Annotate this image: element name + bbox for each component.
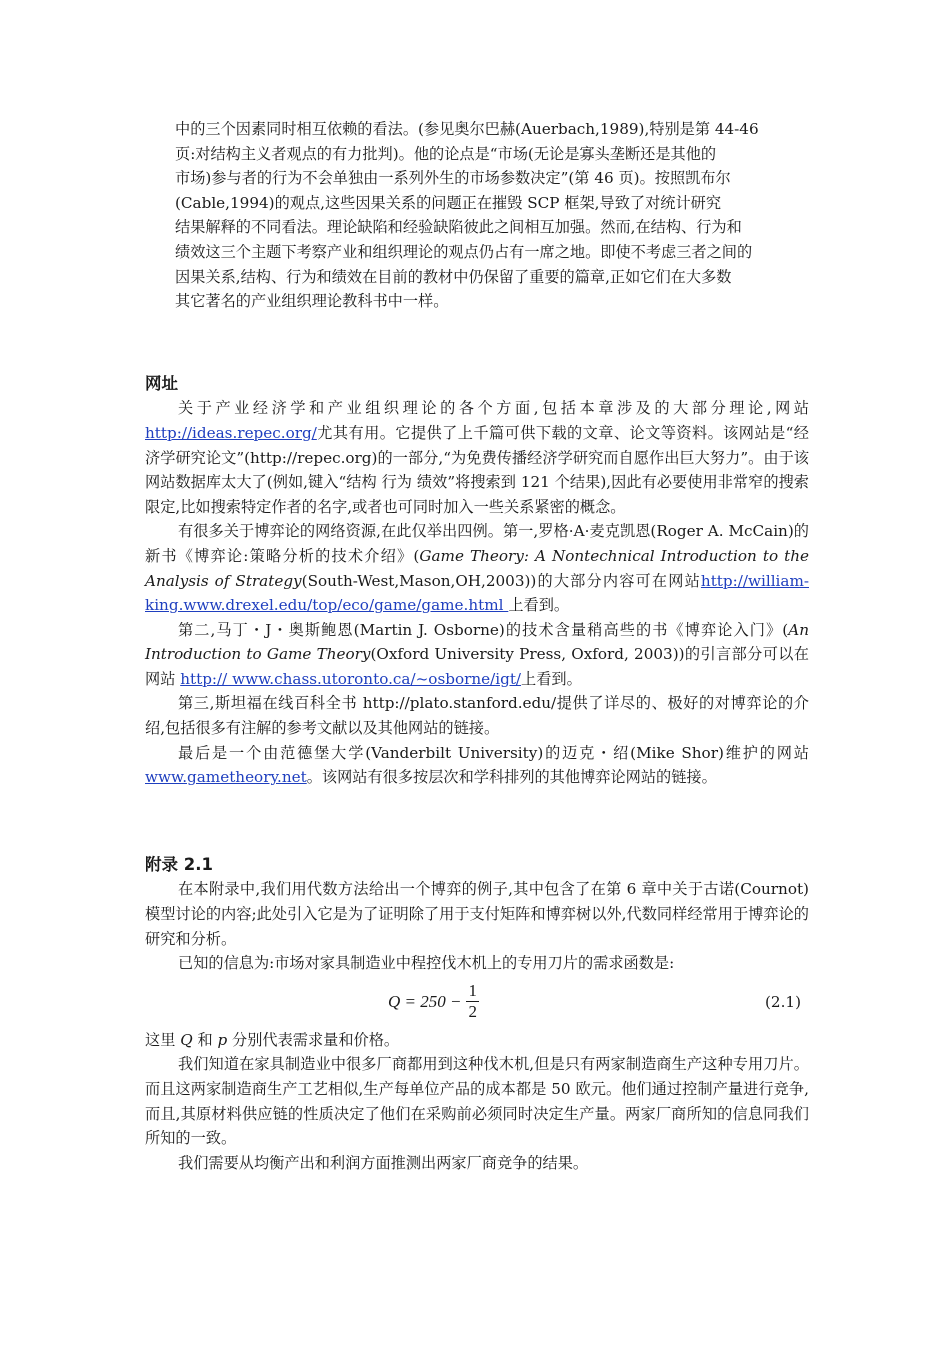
text: 尤其有用。它提供了上千篇可供下载的文章、论文等资料。该网站是“经济学研究论文”(http://repec.org)的一部分,“为免费传播经济学研究而自愿作出巨大努力”。由于该网站数据库太大了(例如,键入“结构 行为 绩效”将搜索到 121 个结果),因此有必要使用非常窄的搜索限定,比如搜索特定作者的名字,或者也可同时加入一些关系紧密的概念。 xyxy=(145,423,809,516)
intro-paragraph xyxy=(145,117,809,314)
appendix-paragraph-3 xyxy=(145,1028,809,1053)
book-title: An Introduction to Game Theory xyxy=(145,620,809,664)
websites-paragraph-4: 第三,斯坦福在线百科全书 http://plato.stanford.edu/提供了详尽的、极好的对博弈论的介绍,包括很多有注解的参考文献以及其他网站的链接。 xyxy=(145,694,809,738)
intro-line: 绩效这三个主题下考察产业和组织理论的观点仍占有一席之地。即使不考虑三者之间的 xyxy=(175,242,753,261)
intro-line: 其它著名的产业组织理论教科书中一样。 xyxy=(175,292,449,311)
book-title: Game Theory: A Nontechnical Introduction to the Analysis of Strategy xyxy=(145,546,809,590)
osborne-link[interactable]: http:// www.chass.utoronto.ca/~osborne/igt/ xyxy=(180,669,522,688)
intro-line: 中的三个因素同时相互依赖的看法。(参见奥尔巴赫(Auerbach,1989),特别是第 44-46 xyxy=(175,120,759,138)
intro-line: 因果关系,结构、行为和绩效在目前的教材中仍保留了重要的篇章,正如它们在大多数 xyxy=(175,267,732,286)
appendix-paragraph-5: 我们需要从均衡产出和利润方面推测出两家厂商竞争的结果。 xyxy=(178,1153,589,1172)
gametheory-link[interactable]: www.gametheory.net xyxy=(145,768,307,787)
websites-paragraph-5 xyxy=(145,741,809,790)
intro-line: (Cable,1994)的观点,这些因果关系的问题正在摧毁 SCP 框架,导致了对统计研究 xyxy=(175,193,722,212)
fraction xyxy=(466,981,479,1022)
fraction-denominator: 2 xyxy=(468,1002,477,1022)
equation-number: (2.1) xyxy=(764,992,801,1011)
text: 关于产业经济学和产业组织理论的各个方面,包括本章涉及的大部分理论,网站 xyxy=(178,399,809,418)
text: 最后是一个由范德堡大学(Vanderbilt University)的迈克・绍(Mike Shor)维护的网站 xyxy=(178,743,809,762)
appendix-paragraph-2: 已知的信息为:市场对家具制造业中程控伐木机上的专用刀片的需求函数是: xyxy=(178,954,675,973)
text: 有很多关于博弈论的网络资源,在此仅举出四例。第一,罗格·A·麦克凯恩(Roger A. McCain)的新书《博弈论:策略分析的技术介绍》( xyxy=(145,522,809,565)
text: 分别代表需求量和价格。 xyxy=(227,1030,400,1049)
var-p: p xyxy=(217,1030,228,1049)
websites-paragraph-3 xyxy=(145,618,809,692)
text: (Oxford University Press, Oxford, 2003))的引言部分可以在网站 xyxy=(145,645,809,688)
text: 和 xyxy=(192,1030,218,1049)
formula-lhs: Q = 250 − xyxy=(388,991,462,1011)
intro-line: 结果解释的不同看法。理论缺陷和经验缺陷彼此之间相互加强。然而,在结构、行为和 xyxy=(175,218,742,237)
appendix-paragraph-1: 在本附录中,我们用代数方法给出一个博弈的例子,其中包含了在第 6 章中关于古诺(Cournot)模型讨论的内容;此处引入它是为了证明除了用于支付矩阵和博弈树以外,代数同样经常用于博弈论的研究和分析。 xyxy=(145,880,809,948)
repec-link[interactable]: http://ideas.repec.org/ xyxy=(145,423,317,442)
text: (South-West,Mason,OH,2003))的大部分内容可在网站 xyxy=(301,571,701,590)
intro-line: 市场)参与者的行为不会单独由一系列外生的市场参数决定”(第 46 页)。按照凯布尔 xyxy=(175,169,731,188)
page-body xyxy=(145,117,809,1175)
appendix-paragraph-4: 我们知道在家具制造业中很多厂商都用到这种伐木机,但是只有两家制造商生产这种专用刀片。而且这两家制造商生产工艺相似,生产每单位产品的成本都是 50 欧元。他们通过控制产量进行竞争,而且,其原材料供应链的性质决定了他们在采购前必须同时决定生产量。两家厂商所知的信息同我们所知的一致。 xyxy=(145,1055,809,1148)
fraction-numerator: 1 xyxy=(468,981,477,1001)
websites-paragraph-1 xyxy=(145,396,809,519)
appendix-heading: 附录 2.1 xyxy=(145,854,213,874)
text: 上看到。 xyxy=(521,669,582,688)
text: 。该网站有很多按层次和学科排列的其他博弈论网站的链接。 xyxy=(306,768,717,787)
var-q: Q xyxy=(180,1030,193,1049)
text: 第二,马丁・J・奥斯鲍恩(Martin J. Osborne)的技术含量稍高些的书《博弈论入门》( xyxy=(178,620,789,639)
demand-formula xyxy=(145,976,809,1028)
formula-expression xyxy=(388,976,479,1028)
text: 上看到。 xyxy=(508,596,570,615)
drexel-link[interactable]: http://william-king.www.drexel.edu/top/eco/game/game.html xyxy=(145,571,809,615)
websites-heading: 网址 xyxy=(145,373,178,393)
intro-line: 页:对结构主义者观点的有力批判)。他的论点是“市场(无论是寡头垄断还是其他的 xyxy=(175,144,717,163)
text: 这里 xyxy=(145,1030,181,1049)
websites-paragraph-2 xyxy=(145,519,809,617)
